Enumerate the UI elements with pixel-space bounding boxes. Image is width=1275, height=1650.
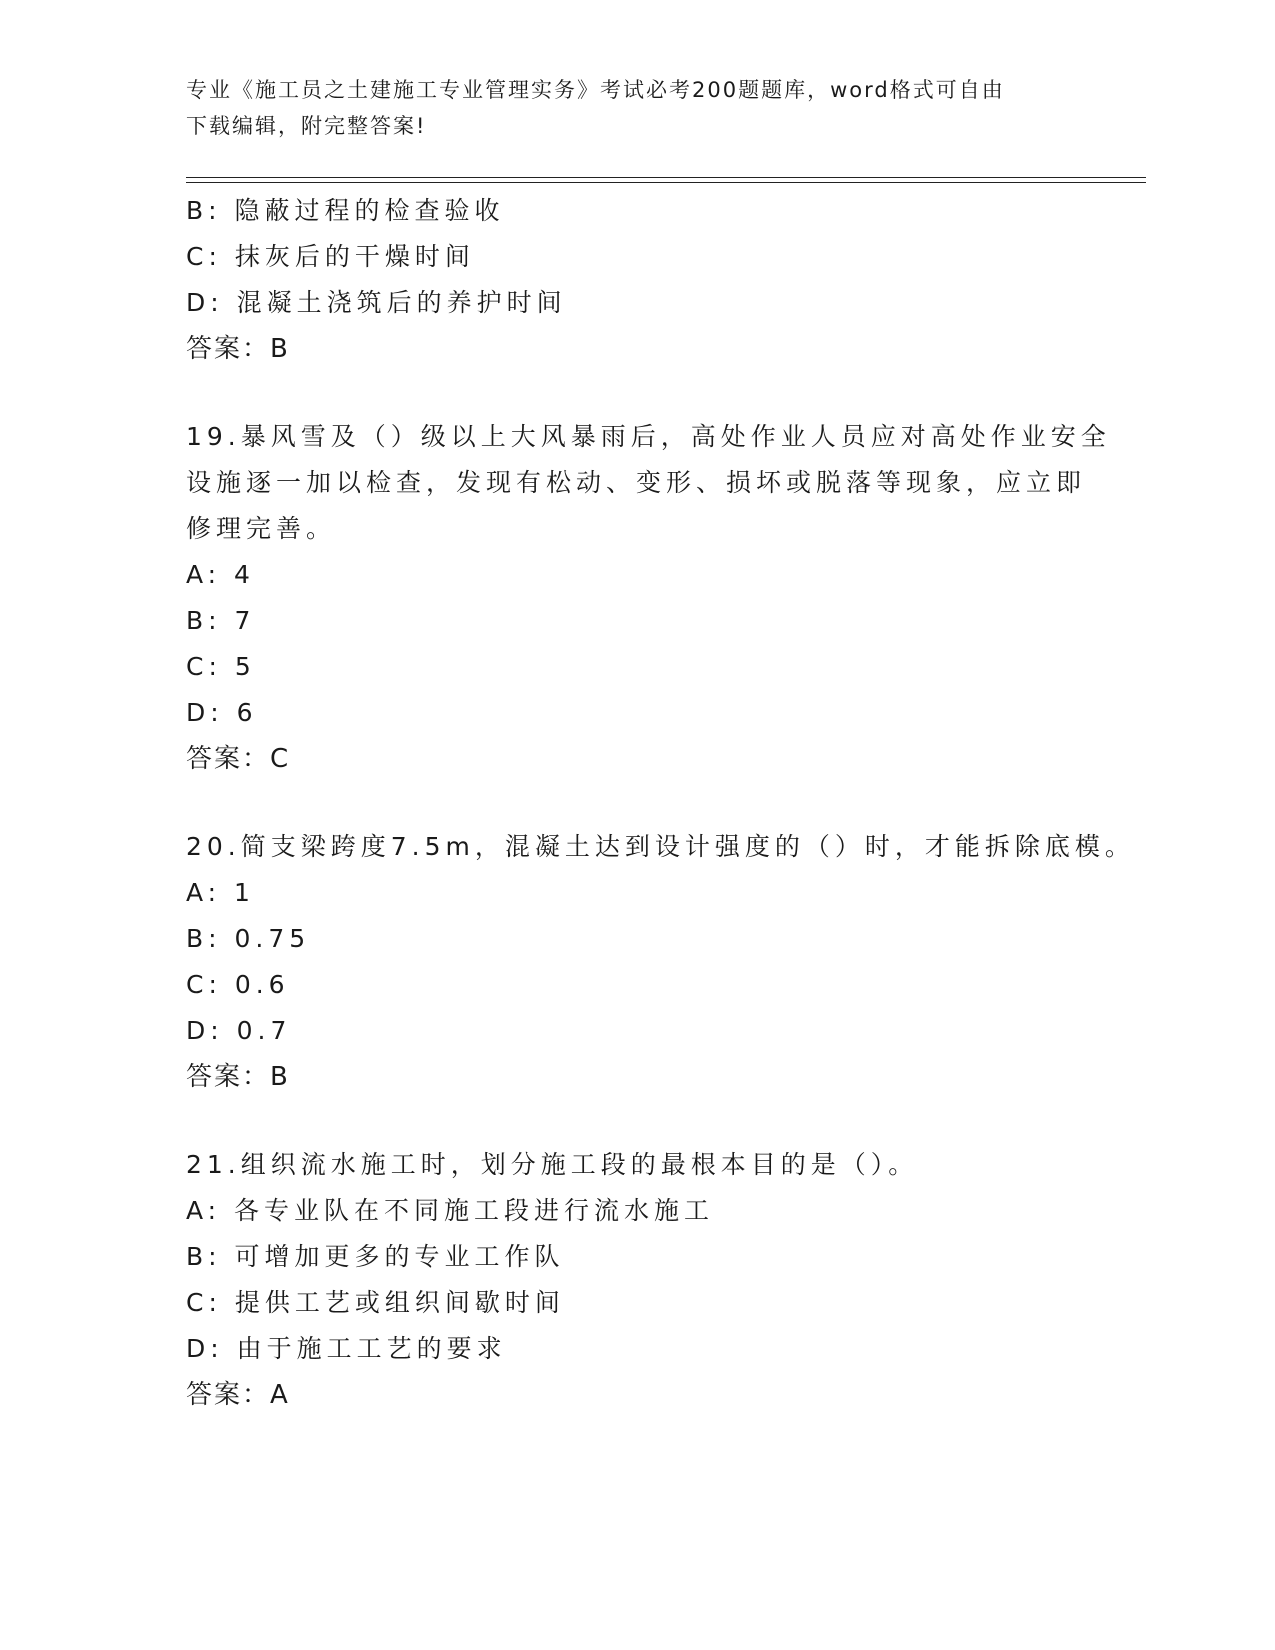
option-b: B: 7 (186, 606, 256, 635)
header-line-2: 下载编辑，附完整答案! (186, 114, 427, 138)
header-divider-bottom (186, 182, 1146, 183)
question-20 (186, 824, 1135, 1100)
answer: 答案：B (186, 334, 290, 364)
option-a: A: 4 (186, 560, 255, 589)
question-stem-line: 修理完善。 (186, 514, 337, 543)
question-list (186, 188, 1135, 1418)
header-line-1: 专业《施工员之土建施工专业管理实务》考试必考200题题库，word格式可自由 (186, 78, 1005, 102)
option-c: C: 5 (186, 652, 256, 681)
option-c: C: 提供工艺或组织间歇时间 (186, 1288, 565, 1317)
question-stem-line: 19.暴风雪及（）级以上大风暴雨后，高处作业人员应对高处作业安全 (186, 422, 1111, 451)
option-d: D: 由于施工工艺的要求 (186, 1334, 507, 1363)
answer: 答案：C (186, 744, 291, 774)
option-a: A: 各专业队在不同施工段进行流水施工 (186, 1196, 715, 1225)
question-19 (186, 414, 1111, 782)
answer: 答案：A (186, 1380, 290, 1410)
option-b: B: 隐蔽过程的检查验收 (186, 196, 505, 225)
question-stem-line: 21.组织流水施工时，划分施工段的最根本目的是（）。 (186, 1150, 919, 1179)
answer: 答案：B (186, 1062, 290, 1092)
question-21 (186, 1142, 1086, 1418)
question-stem-line: 设施逐一加以检查，发现有松动、变形、损坏或脱落等现象，应立即 (186, 468, 1087, 497)
question-stem-line: 20.简支梁跨度7.5m，混凝土达到设计强度的（）时，才能拆除底模。 (186, 832, 1135, 861)
option-c: C: 抹灰后的干燥时间 (186, 242, 475, 271)
option-b: B: 可增加更多的专业工作队 (186, 1242, 565, 1271)
option-a: A: 1 (186, 878, 255, 907)
option-c: C: 0.6 (186, 970, 290, 999)
header-divider-top (186, 177, 1146, 178)
option-d: D: 0.7 (186, 1016, 292, 1045)
question-18 (186, 188, 1086, 372)
document-header (186, 72, 1086, 144)
option-b: B: 0.75 (186, 924, 311, 953)
option-d: D: 6 (186, 698, 258, 727)
option-d: D: 混凝土浇筑后的养护时间 (186, 288, 567, 317)
